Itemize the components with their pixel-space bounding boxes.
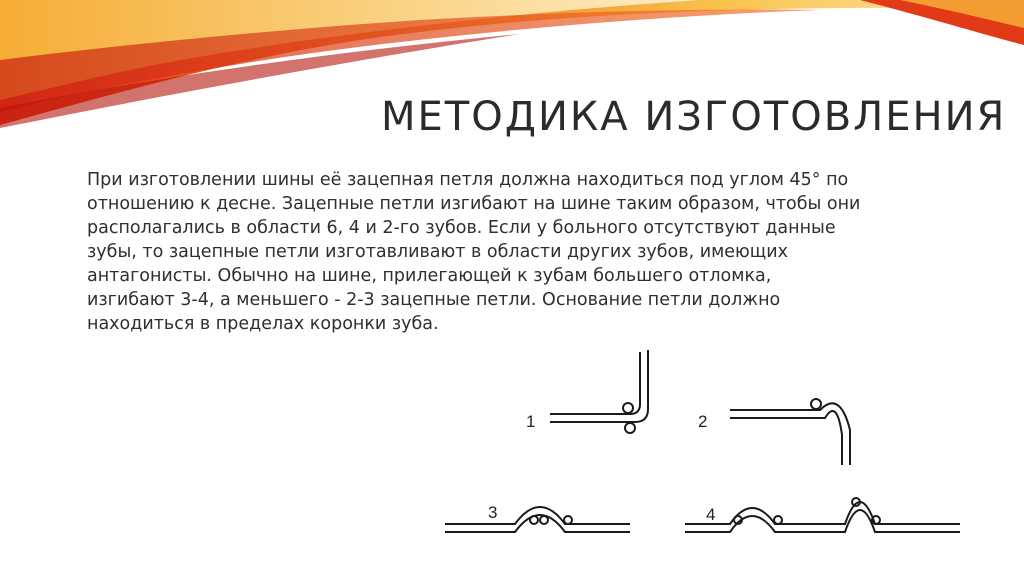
slide-body-text: При изготовлении шины её зацепная петля должна находиться под углом 45° по отношению к десне. Зацепные петли изгибают на шине таким образом, чтобы они располагались в области 6, 4 и 2-го зубов. Если у больного отсутствуют данные зубы, то зацепные петли изготавливают в области других зубов, имеющих антагонисты. Обычно на шине, прилегающей к зубам большего отломка, изгибают 3-4, а меньшего - 2-3 зацепные петли. Основание петли должно находиться в пределах коронки зуба. [87, 170, 861, 334]
figure-label-3: 3 [488, 503, 498, 522]
figure-label-4: 4 [706, 505, 716, 524]
loop-figure-3 [445, 507, 630, 532]
loop-figure-1 [550, 350, 648, 433]
figure-label-2: 2 [698, 412, 708, 431]
loop-figure-4 [685, 498, 960, 532]
loop-figure-2 [730, 399, 850, 465]
slide-title: МЕТОДИКА ИЗГОТОВЛЕНИЯ [381, 94, 1007, 140]
figure-label-1: 1 [526, 412, 536, 431]
wire-loop-diagram [430, 340, 990, 560]
